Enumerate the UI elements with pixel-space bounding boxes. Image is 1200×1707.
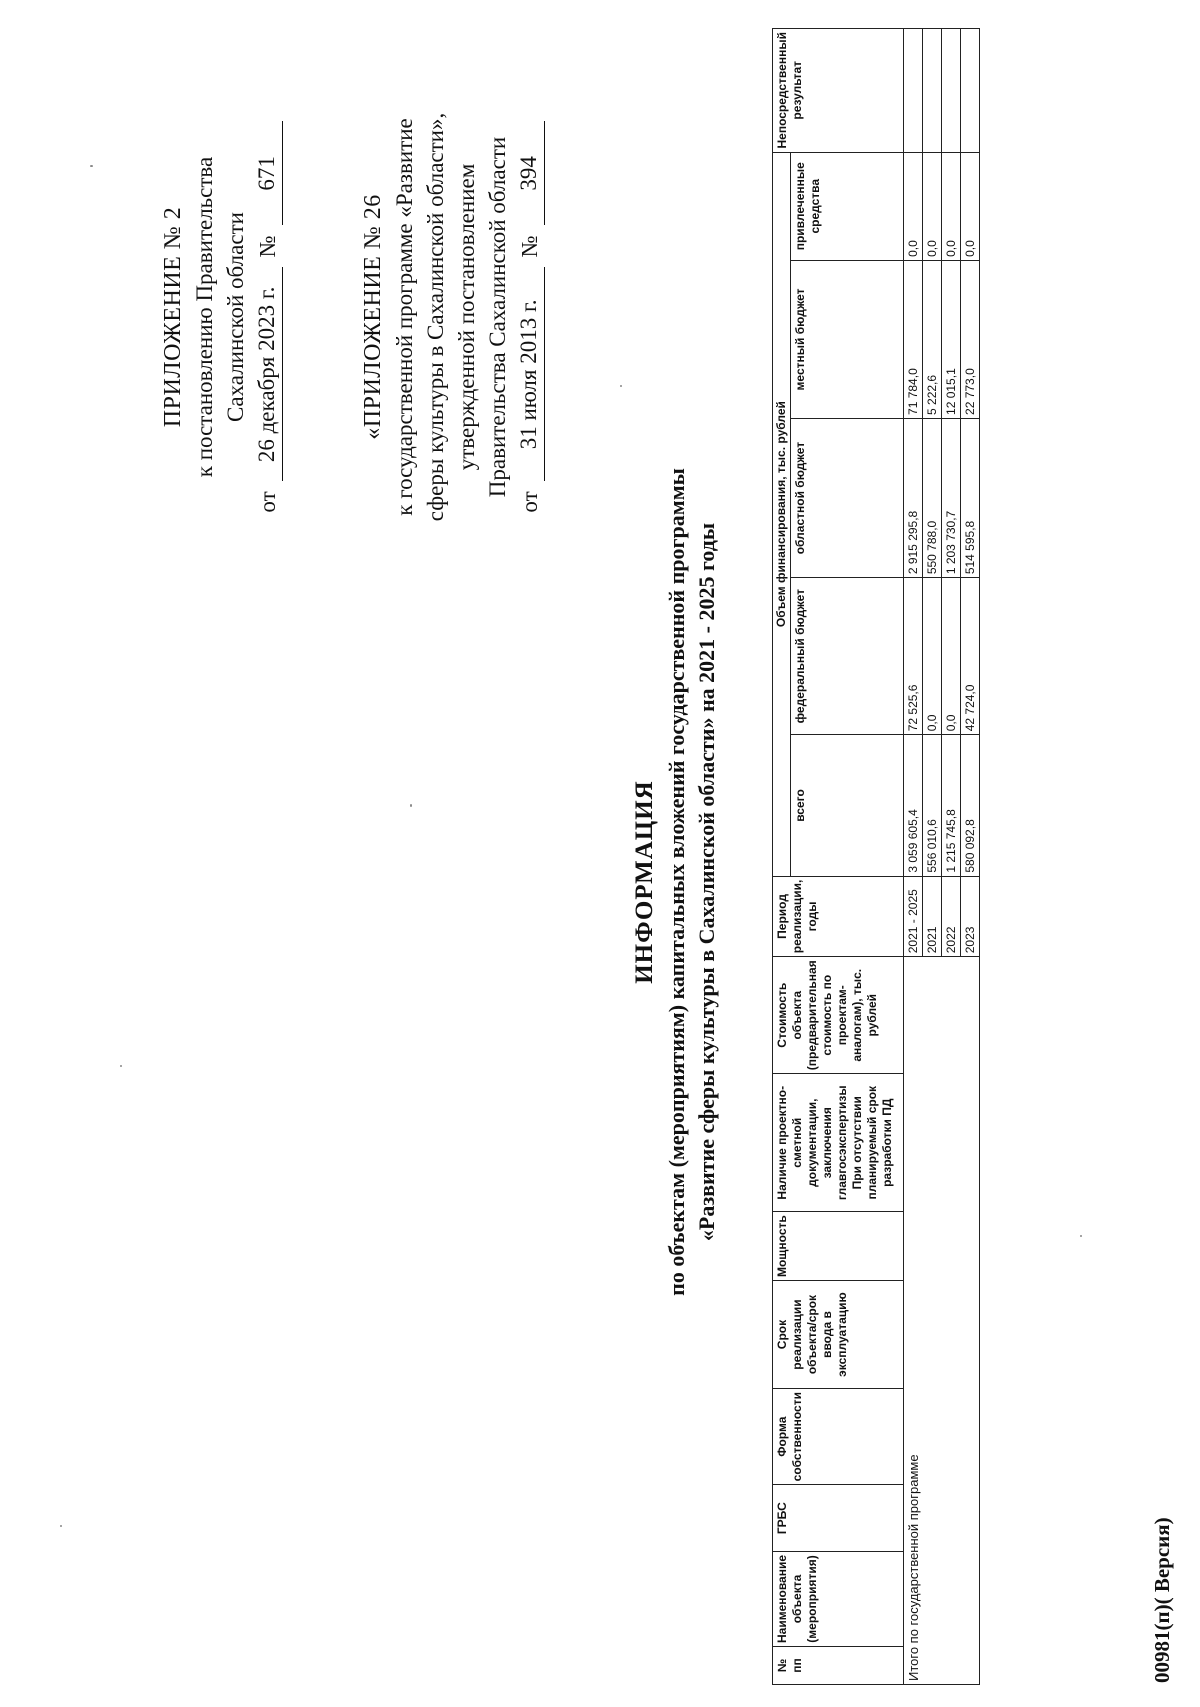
- header-ownership: Форма собственности: [773, 1389, 904, 1485]
- cell-attracted: 0,0: [942, 152, 961, 260]
- cell-period: 2022: [942, 876, 961, 957]
- cell-result: [961, 29, 980, 153]
- cell-total: 1 215 745,8: [942, 735, 961, 876]
- from-label: от: [255, 491, 280, 513]
- approval-line: к государственной программе «Развитие: [392, 118, 417, 516]
- scan-speck: [90, 165, 93, 167]
- header-name: Наименование объекта (мероприятия): [773, 1551, 904, 1646]
- header-regional: областной бюджет: [791, 418, 904, 577]
- cell-total: 580 092,8: [961, 735, 980, 876]
- cell-result: [923, 29, 942, 153]
- title-main: ИНФОРМАЦИЯ: [631, 780, 658, 984]
- cell-federal: 72 525,6: [904, 578, 923, 735]
- cell-period: 2021 - 2025: [904, 876, 923, 957]
- approval-line: Правительства Сахалинской области: [485, 136, 510, 498]
- cell-regional: 2 915 295,8: [904, 418, 923, 577]
- cell-regional: 514 595,8: [961, 418, 980, 577]
- approval-number: 671: [251, 121, 283, 225]
- header-local: местный бюджет: [791, 260, 904, 418]
- header-grbs: ГРБС: [773, 1485, 904, 1552]
- cell-attracted: 0,0: [961, 152, 980, 260]
- table-header-row: [773, 29, 791, 1685]
- cell-federal: 42 724,0: [961, 578, 980, 735]
- approval-date-line: [513, 57, 545, 577]
- document-title: [628, 307, 722, 1457]
- approval-line: Сахалинской области: [223, 212, 248, 422]
- header-num: № пп: [773, 1647, 904, 1685]
- scan-speck: [620, 385, 622, 387]
- version-footer: 00981(п)( Версия): [1150, 1517, 1174, 1683]
- header-attracted: привлеченные средства: [791, 152, 904, 260]
- from-label: от: [517, 491, 542, 513]
- cell-local: 5 222,6: [923, 260, 942, 418]
- cell-local: 22 773,0: [961, 260, 980, 418]
- cell-result: [942, 29, 961, 153]
- header-federal: федеральный бюджет: [791, 578, 904, 735]
- cell-federal: 0,0: [942, 578, 961, 735]
- capital-investments-table: [772, 28, 980, 1685]
- approval-heading: «ПРИЛОЖЕНИЕ № 26: [360, 194, 386, 440]
- cell-total: 3 059 605,4: [904, 735, 923, 876]
- total-label: Итого по государственной программе: [904, 957, 980, 1685]
- number-label: №: [255, 235, 280, 258]
- cell-local: 12 015,1: [942, 260, 961, 418]
- number-label: №: [517, 235, 542, 258]
- approval-heading: ПРИЛОЖЕНИЕ № 2: [160, 206, 186, 428]
- scan-speck: [60, 1525, 62, 1527]
- approval-line: утвержденной постановлением: [454, 163, 479, 471]
- approval-line: сферы культуры в Сахалинской области»,: [423, 112, 448, 522]
- approval-number: 394: [513, 121, 545, 225]
- cell-attracted: 0,0: [904, 152, 923, 260]
- cell-regional: 1 203 730,7: [942, 418, 961, 577]
- cell-result: [904, 29, 923, 153]
- header-documentation: Наличие проектно-сметной документации, заключения главгосэкспертизы При отсутствии планируемый срок разработки ПД: [773, 1074, 904, 1212]
- approval-block-program: [358, 57, 545, 577]
- table-row: [904, 29, 923, 1685]
- cell-attracted: 0,0: [923, 152, 942, 260]
- header-total: всего: [791, 735, 904, 876]
- scan-speck: [120, 1065, 122, 1067]
- header-result: Непосредственный результат: [773, 29, 904, 153]
- cell-total: 556 010,6: [923, 735, 942, 876]
- header-cost: Стоимость объекта (предварительная стоимость по проектам-аналогам), тыс. рублей: [773, 957, 904, 1074]
- cell-period: 2021: [923, 876, 942, 957]
- approval-block-decree: [158, 57, 283, 577]
- header-period: Период реализации, годы: [773, 876, 904, 957]
- approval-date: 26 декабря 2023 г.: [251, 267, 283, 481]
- approval-date-line: [251, 57, 283, 577]
- header-funding-group: Объем финансирования, тыс. рублей: [773, 152, 791, 876]
- header-term: Срок реализации объекта/срок ввода в эксплуатацию: [773, 1281, 904, 1389]
- cell-regional: 550 788,0: [923, 418, 942, 577]
- approval-date: 31 июля 2013 г.: [513, 267, 545, 481]
- title-program: «Развитие сферы культуры в Сахалинской области» на 2021 - 2025 годы: [694, 522, 719, 1242]
- approval-line: к постановлению Правительства: [192, 156, 217, 478]
- header-capacity: Мощность: [773, 1212, 904, 1281]
- title-subtitle: по объектам (мероприятиям) капитальных вложений государственной программы: [664, 468, 689, 1296]
- scan-speck: [1080, 1235, 1082, 1237]
- cell-period: 2023: [961, 876, 980, 957]
- cell-federal: 0,0: [923, 578, 942, 735]
- cell-local: 71 784,0: [904, 260, 923, 418]
- scan-speck: [410, 804, 412, 807]
